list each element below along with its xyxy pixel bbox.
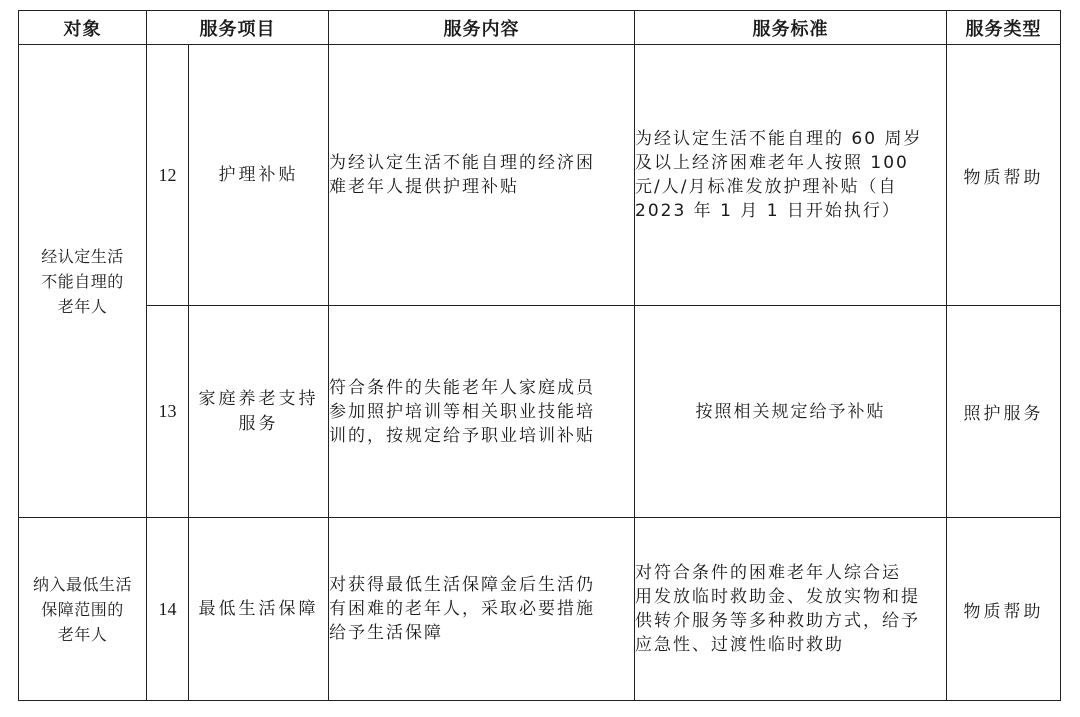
service-standard bbox=[635, 518, 947, 701]
service-item-text: 最低生活保障 bbox=[198, 598, 319, 619]
target-text: 纳入最低生活 保障范围的 老年人 bbox=[32, 574, 132, 644]
service-standard-text: 为经认定生活不能自理的 60 周岁 及以上经济困难老年人按照 100 元/人/月标准发放护理补贴（自 2023 年 1 月 1 日开始执行） bbox=[635, 129, 923, 221]
service-standard-text: 按照相关规定给予补贴 bbox=[695, 401, 886, 422]
target-text: 经认定生活 不能自理的 老年人 bbox=[41, 246, 124, 316]
service-item bbox=[189, 306, 329, 518]
service-content bbox=[329, 306, 635, 518]
header-target: 对象 bbox=[19, 11, 147, 45]
row-number: 12 bbox=[147, 45, 189, 306]
service-content bbox=[329, 518, 635, 701]
target-cell bbox=[19, 45, 147, 518]
header-item: 服务项目 bbox=[147, 11, 329, 45]
header-standard: 服务标准 bbox=[635, 11, 947, 45]
service-item bbox=[189, 45, 329, 306]
service-standard-text: 对符合条件的困难老年人综合运 用发放临时救助金、发放实物和提 供转介服务等多种救助方式，给予 应急性、过渡性临时救助 bbox=[635, 563, 920, 655]
table-row bbox=[19, 45, 1061, 306]
service-standard bbox=[635, 306, 947, 518]
service-standard bbox=[635, 45, 947, 306]
service-type: 物质帮助 bbox=[947, 45, 1061, 306]
table-row bbox=[19, 518, 1061, 701]
service-content bbox=[329, 45, 635, 306]
service-content-text: 对获得最低生活保障金后生活仍 有困难的老年人，采取必要措施 给予生活保障 bbox=[329, 575, 595, 643]
header-content: 服务内容 bbox=[329, 11, 635, 45]
service-content-text: 为经认定生活不能自理的经济困 难老年人提供护理补贴 bbox=[329, 153, 595, 197]
service-content-text: 符合条件的失能老年人家庭成员 参加照护培训等相关职业技能培 训的，按规定给予职业培训补贴 bbox=[329, 377, 595, 446]
service-item-text: 家庭养老支持 服务 bbox=[198, 388, 319, 434]
header-row bbox=[19, 11, 1061, 45]
target-cell bbox=[19, 518, 147, 701]
row-number: 14 bbox=[147, 518, 189, 701]
header-type: 服务类型 bbox=[947, 11, 1061, 45]
row-number: 13 bbox=[147, 306, 189, 518]
service-type: 照护服务 bbox=[947, 306, 1061, 518]
table-row bbox=[19, 306, 1061, 518]
service-type: 物质帮助 bbox=[947, 518, 1061, 701]
service-item bbox=[189, 518, 329, 701]
service-table bbox=[18, 10, 1061, 701]
service-item-text: 护理补贴 bbox=[218, 164, 299, 185]
